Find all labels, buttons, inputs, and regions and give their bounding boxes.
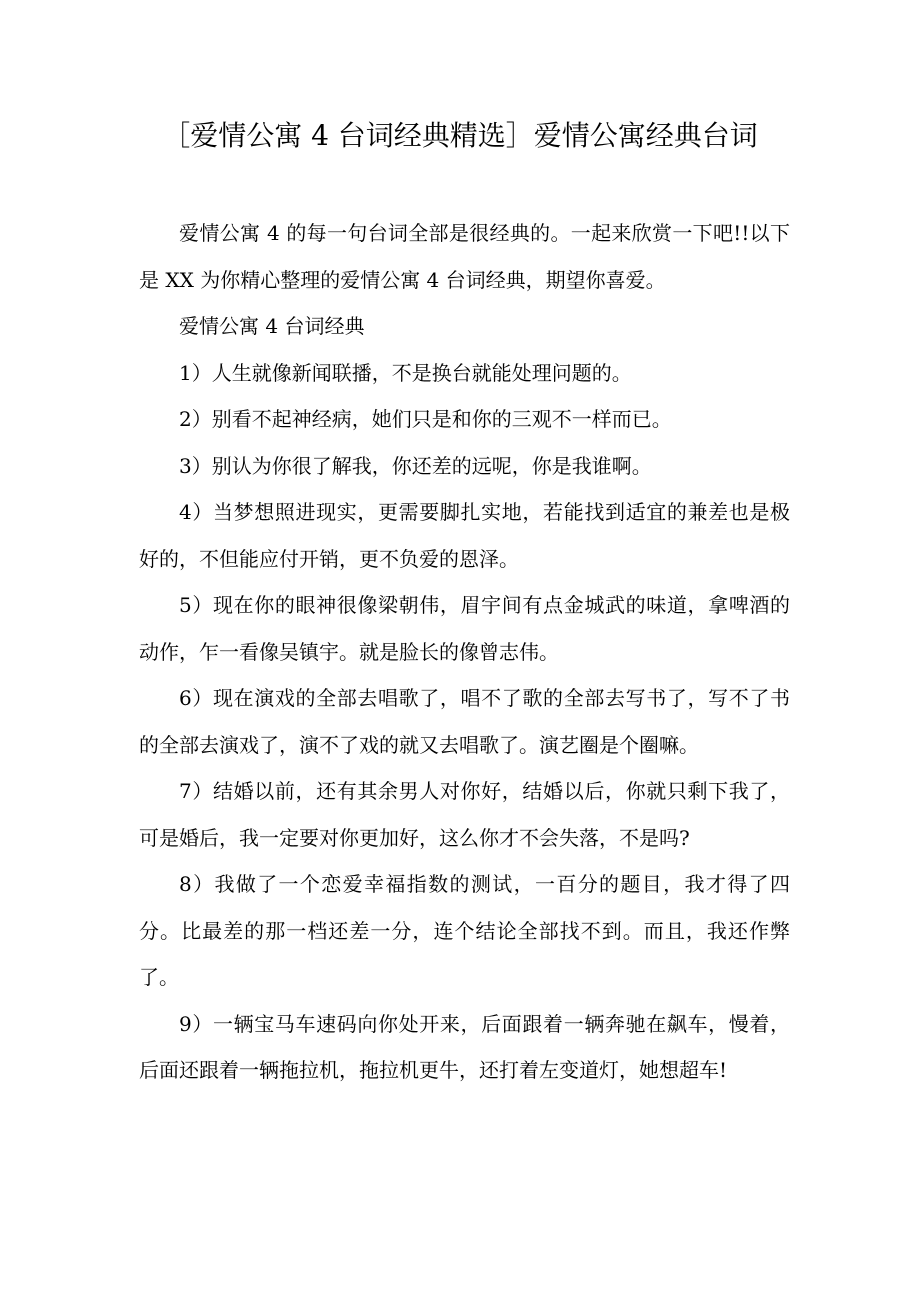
quote-item-2: 2）别看不起神经病，她们只是和你的三观不一样而已。 [179,407,672,431]
intro-paragraph: 爱情公寓 4 的每一句台词全部是很经典的。一起来欣赏一下吧!!以下是 XX 为你精心整理的爱情公寓 4 台词经典，期望你喜爱。 [139,221,790,292]
quote-item-1: 1）人生就像新闻联播，不是换台就能处理问题的。 [179,360,632,385]
section-heading: 爱情公寓 4 台词经典 [179,314,365,338]
quote-item-4: 4）当梦想照进现实，更需要脚扎实地，若能找到适宜的兼差也是极好的，不但能应付开销，更不负爱的恩泽。 [139,500,790,571]
quote-item-3: 3）别认为你很了解我，你还差的远呢，你是我谁啊。 [179,453,652,478]
document-body [139,210,790,1094]
document-title: ［爱情公寓 4 台词经典精选］爱情公寓经典台词 [162,119,758,152]
quote-item-8: 8）我做了一个恋爱幸福指数的测试，一百分的题目，我才得了四分。比最差的那一档还差一分，连个结论全部找不到。而且，我还作弊了。 [139,872,790,989]
quote-item-6: 6）现在演戏的全部去唱歌了，唱不了歌的全部去写书了，写不了书的全部去演戏了，演不了戏的就又去唱歌了。演艺圈是个圈嘛。 [139,686,790,757]
quote-item-5: 5）现在你的眼神很像梁朝伟，眉宇间有点金城武的味道，拿啤酒的动作，乍一看像吴镇宇。就是脸长的像曾志伟。 [139,593,790,664]
quote-item-9: 9）一辆宝马车速码向你处开来，后面跟着一辆奔驰在飙车，慢着，后面还跟着一辆拖拉机，拖拉机更牛，还打着左变道灯，她想超车! [139,1011,790,1082]
quote-item-7: 7）结婚以前，还有其余男人对你好，结婚以后，你就只剩下我了，可是婚后，我一定要对你更加好，这么你才不会失落，不是吗? [139,779,790,850]
